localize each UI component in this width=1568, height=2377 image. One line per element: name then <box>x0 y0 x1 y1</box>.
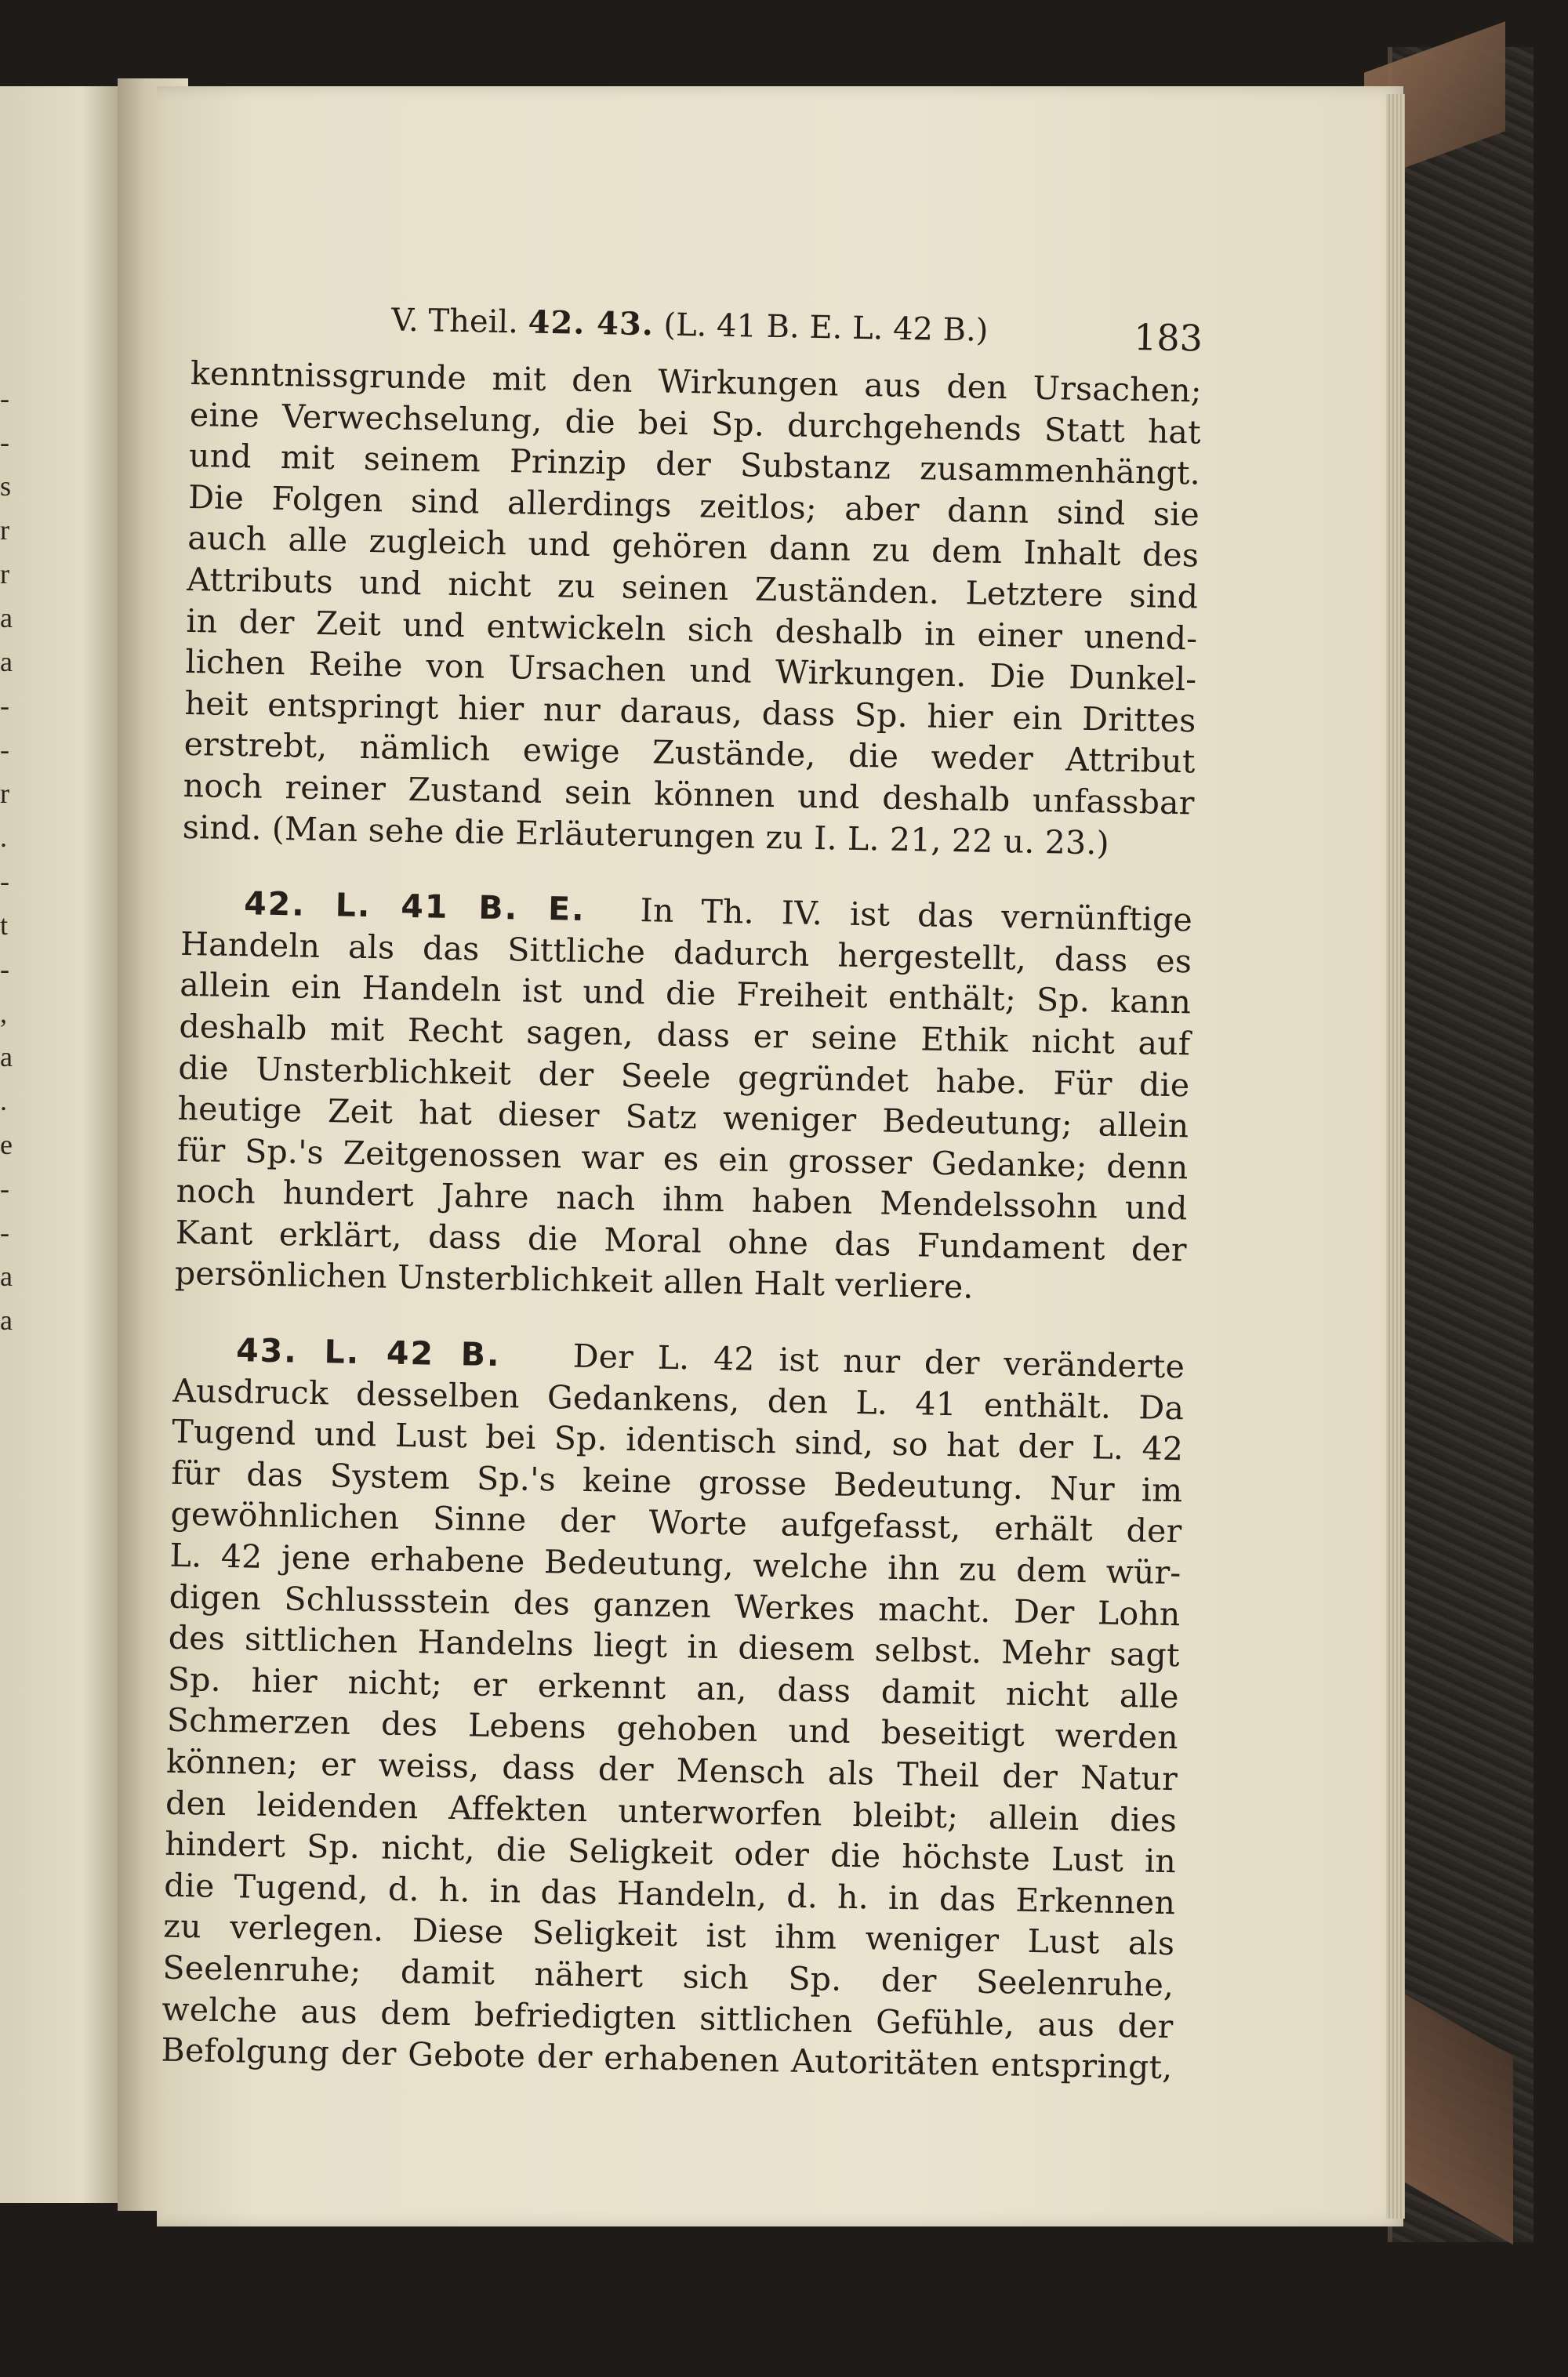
text-line: digen Schlussstein des ganzen Werkes macht. Der Lohn <box>169 1577 1181 1633</box>
section-42 <box>174 882 1192 1312</box>
left-edge-mark: - <box>0 734 9 765</box>
text-line: Attributs und nicht zu seinen Zuständen. Letztere sind <box>186 560 1199 616</box>
section-heading-43: 43. L. 42 B. <box>235 1331 502 1374</box>
text-line: sind. (Man sehe die Erläuterungen zu I. L. 21, 22 u. 23.) <box>182 807 1110 862</box>
left-edge-mark: r <box>0 558 9 590</box>
left-edge-mark: e <box>0 1129 13 1160</box>
running-sections: 42. 43. <box>528 303 655 343</box>
text-line: gewöhnlichen Sinne der Worte aufgefasst, erhält der <box>170 1495 1182 1551</box>
text-line: noch reiner Zustand sein können und deshalb unfassbar <box>183 766 1196 822</box>
left-edge-mark: - <box>0 383 9 414</box>
running-prefix: V. Theil. <box>390 302 519 341</box>
text-line: allein ein Handeln ist und die Freiheit enthält; Sp. kann <box>179 966 1192 1022</box>
text-line: hindert Sp. nicht, die Seligkeit oder die höchste Lust in <box>164 1824 1177 1881</box>
text-line: heutige Zeit hat dieser Satz weniger Bedeutung; allein <box>177 1089 1189 1145</box>
text-line: heit entspringt hier nur daraus, dass Sp. hier ein Drittes <box>184 684 1196 740</box>
left-edge-mark: s <box>0 470 12 502</box>
left-edge-mark: r <box>0 778 9 809</box>
text-line: des sittlichen Handelns liegt in diesem selbst. Mehr sagt <box>168 1618 1181 1675</box>
left-edge-mark: a <box>0 1261 13 1292</box>
text-line: die Tugend, d. h. in das Handeln, d. h. in das Erkennen <box>163 1866 1176 1922</box>
left-edge-mark: a <box>0 1305 13 1336</box>
left-edge-mark: t <box>0 909 9 941</box>
section-43 <box>161 1329 1185 2088</box>
section-heading-42: 42. L. 41 B. E. <box>243 884 586 928</box>
text-line: welche aus dem befriedigten sittlichen Gefühle, aus der <box>162 1990 1174 2045</box>
text-line: Seelenruhe; damit nähert sich Sp. der Seelenruhe, <box>162 1948 1174 2005</box>
text-line: den leidenden Affekten unterworfen bleibt; allein dies <box>165 1784 1178 1839</box>
text-line: Schmerzen des Lebens gehoben und beseitigt werden <box>166 1701 1179 1757</box>
left-edge-mark: , <box>0 997 7 1029</box>
text-line: Die Folgen sind allerdings zeitlos; aber dann sind sie <box>187 477 1200 534</box>
page-number: 183 <box>1133 315 1203 360</box>
left-edge-mark: r <box>0 514 9 546</box>
text-line: lichen Reihe von Ursachen und Wirkungen. Die Dunkel- <box>185 643 1197 699</box>
text-line: Ausdruck desselben Gedankens, den L. 41 enthält. Da <box>172 1371 1185 1427</box>
left-edge-mark: - <box>0 866 9 897</box>
text-line: Der L. 42 ist nur der veränderte <box>572 1337 1185 1386</box>
text-line: Handeln als das Sittliche dadurch hergestellt, dass es <box>180 924 1192 981</box>
text-line: kenntnissgrunde mit den Wirkungen aus den Ursachen; <box>190 354 1203 410</box>
page-edges <box>1386 94 1405 2219</box>
left-edge-mark: . <box>0 1085 7 1116</box>
text-line: die Unsterblichkeit der Seele gegründet habe. Für die <box>178 1048 1190 1104</box>
text-line: Sp. hier nicht; er erkennt an, dass damit nicht alle <box>167 1660 1180 1716</box>
text-line: persönlichen Unsterblichkeit allen Halt verliere. <box>174 1254 975 1307</box>
left-edge-mark: - <box>0 953 9 985</box>
text-line: L. 42 jene erhabene Bedeutung, welche ihn zu dem wür- <box>169 1536 1181 1592</box>
left-edge-mark: . <box>0 822 7 853</box>
running-title <box>391 301 989 348</box>
left-edge-mark: - <box>0 1217 9 1248</box>
text-line: noch hundert Jahre nach ihm haben Mendelssohn und <box>176 1172 1188 1228</box>
text-line: Befolgung der Gebote der erhabenen Autoritäten entspringt, <box>161 2030 1173 2087</box>
text-line: In Th. IV. ist das vernünftige <box>640 891 1193 939</box>
text-line: können; er weiss, dass der Mensch als Theil der Natur <box>165 1742 1178 1798</box>
page-text-block <box>160 282 1203 2123</box>
text-line: zu verlegen. Diese Seligkeit ist ihm weniger Lust als <box>162 1907 1175 1963</box>
text-line: für Sp.'s Zeitgenossen war es ein grosser Gedanke; denn <box>176 1130 1189 1187</box>
text-line: und mit seinem Prinzip der Substanz zusammenhängt. <box>188 437 1201 492</box>
text-line: Kant erklärt, dass die Moral ohne das Fundament der <box>175 1213 1188 1269</box>
left-page-edge-text <box>0 376 24 1552</box>
running-refs: (L. 41 B. E. L. 42 B.) <box>663 307 989 349</box>
text-line: auch alle zugleich und gehören dann zu dem Inhalt des <box>187 519 1200 575</box>
text-line: deshalb mit Recht sagen, dass er seine Ethik nicht auf <box>179 1007 1191 1063</box>
text-line: erstrebt, nämlich ewige Zustände, die weder Attribut <box>183 725 1196 781</box>
left-edge-mark: a <box>0 602 13 633</box>
left-edge-mark: - <box>0 690 9 721</box>
text-line: für das System Sp.'s keine grosse Bedeutung. Nur im <box>171 1453 1183 1510</box>
left-edge-mark: a <box>0 1041 13 1072</box>
left-edge-mark: - <box>0 1173 9 1204</box>
book-cover-right <box>1388 47 1534 2242</box>
text-line: eine Verwechselung, die bei Sp. durchgehends Statt hat <box>189 395 1202 452</box>
paragraph-continuation <box>182 353 1202 866</box>
text-line: Tugend und Lust bei Sp. identisch sind, so hat der L. 42 <box>171 1413 1184 1468</box>
left-edge-mark: a <box>0 646 13 677</box>
text-line: in der Zeit und entwickeln sich deshalb in einer unend- <box>186 601 1198 658</box>
left-edge-mark: - <box>0 426 9 458</box>
